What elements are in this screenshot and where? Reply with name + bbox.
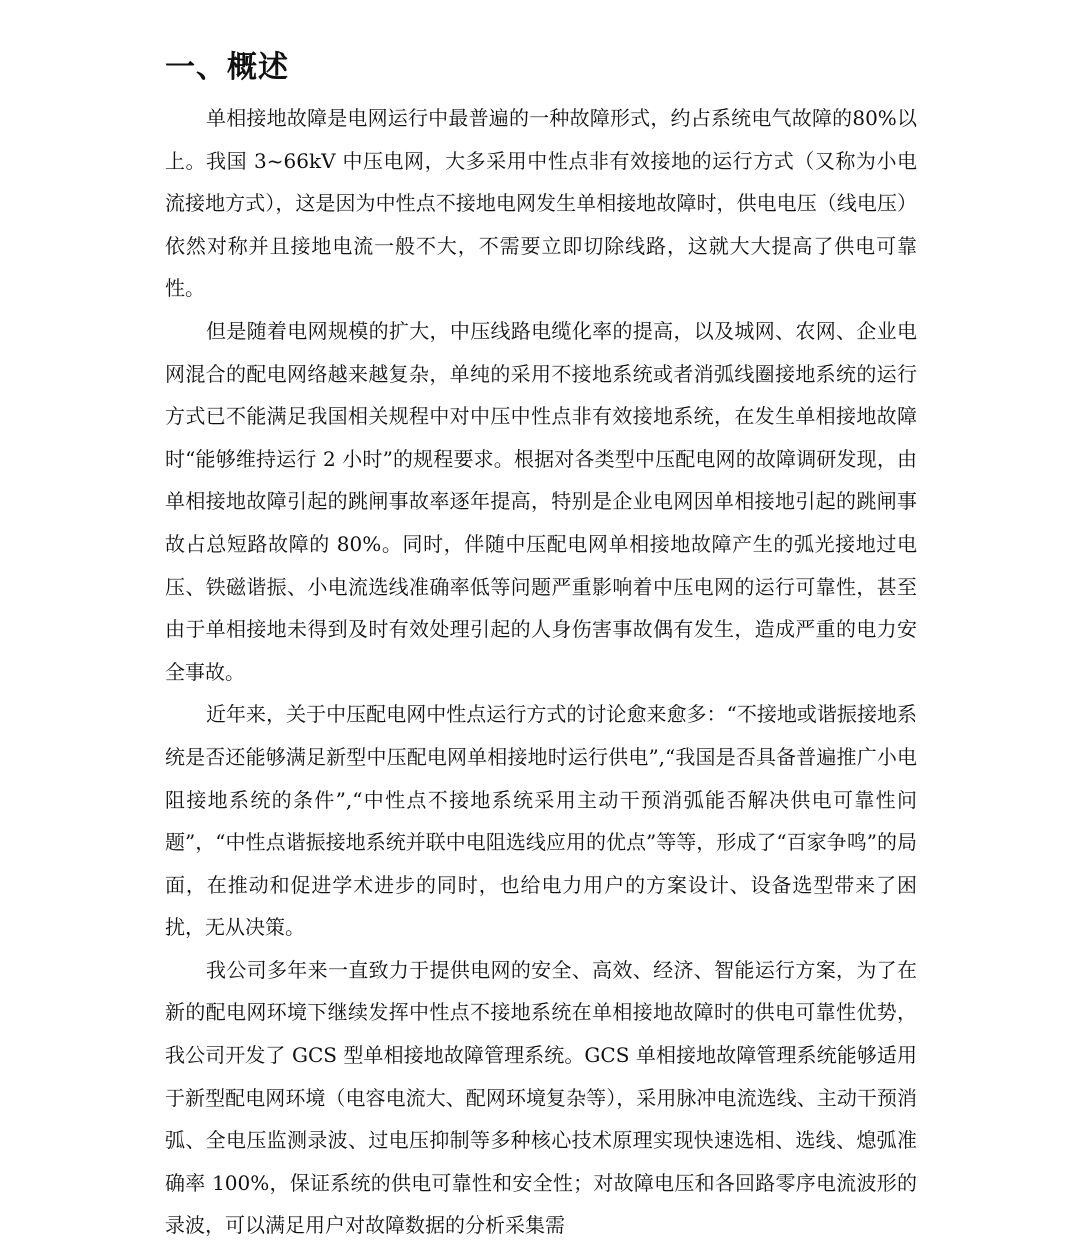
document-page	[165, 40, 917, 1247]
paragraph-2: 但是随着电网规模的扩大，中压线路电缆化率的提高，以及城网、农网、企业电网混合的配电网络越来越复杂，单纯的采用不接地系统或者消弧线圈接地系统的运行方式已不能满足我国相关规程中对中压中性点非有效接地系统，在发生单相接地故障时“能够维持运行 2 小时”的规程要求。根据对各类型中压配电网的故障调研发现，由单相接地故障引起的跳闸事故率逐年提高，特别是企业电网因单相接地引起的跳闸事故占总短路故障的 80%。同时，伴随中压配电网单相接地故障产生的弧光接地过电压、铁磁谐振、小电流选线准确率低等问题严重影响着中压电网的运行可靠性，甚至由于单相接地未得到及时有效处理引起的人身伤害事故偶有发生，造成严重的电力安全事故。	[165, 318, 917, 684]
paragraph-4: 我公司多年来一直致力于提供电网的安全、高效、经济、智能运行方案，为了在新的配电网环境下继续发挥中性点不接地系统在单相接地故障时的供电可靠性优势，我公司开发了 GCS 型单相接地故障管理系统。GCS 单相接地故障管理系统能够适用于新型配电网环境（电容电流大、配网环境复杂等），采用脉冲电流选线、主动干预消弧、全电压监测录波、过电压抑制等多种核心技术原理实现快速选相、选线、熄弧准确率 100%，保证系统的供电可靠性和安全性；对故障电压和各回路零序电流波形的录波，可以满足用户对故障数据的分析采集需	[165, 957, 917, 1238]
paragraph-3: 近年来，关于中压配电网中性点运行方式的讨论愈来愈多：“不接地或谐振接地系统是否还能够满足新型中压配电网单相接地时运行供电”,“我国是否具备普遍推广小电阻接地系统的条件”,“中性点不接地系统采用主动干预消弧能否解决供电可靠性问题”，“中性点谐振接地系统并联中电阻选线应用的优点”等等，形成了“百家争鸣”的局面，在推动和促进学术进步的同时，也给电力用户的方案设计、设备选型带来了困扰，无从决策。	[165, 702, 917, 940]
section-heading: 一、概述	[165, 50, 289, 85]
paragraph-1: 单相接地故障是电网运行中最普遍的一种故障形式，约占系统电气故障的80%以上。我国 3~66kV 中压电网，大多采用中性点非有效接地的运行方式（又称为小电流接地方式），这是因为中性点不接地电网发生单相接地故障时，供电电压（线电压）依然对称并且接地电流一般不大，不需要立即切除线路，这就大大提高了供电可靠性。	[165, 106, 917, 301]
